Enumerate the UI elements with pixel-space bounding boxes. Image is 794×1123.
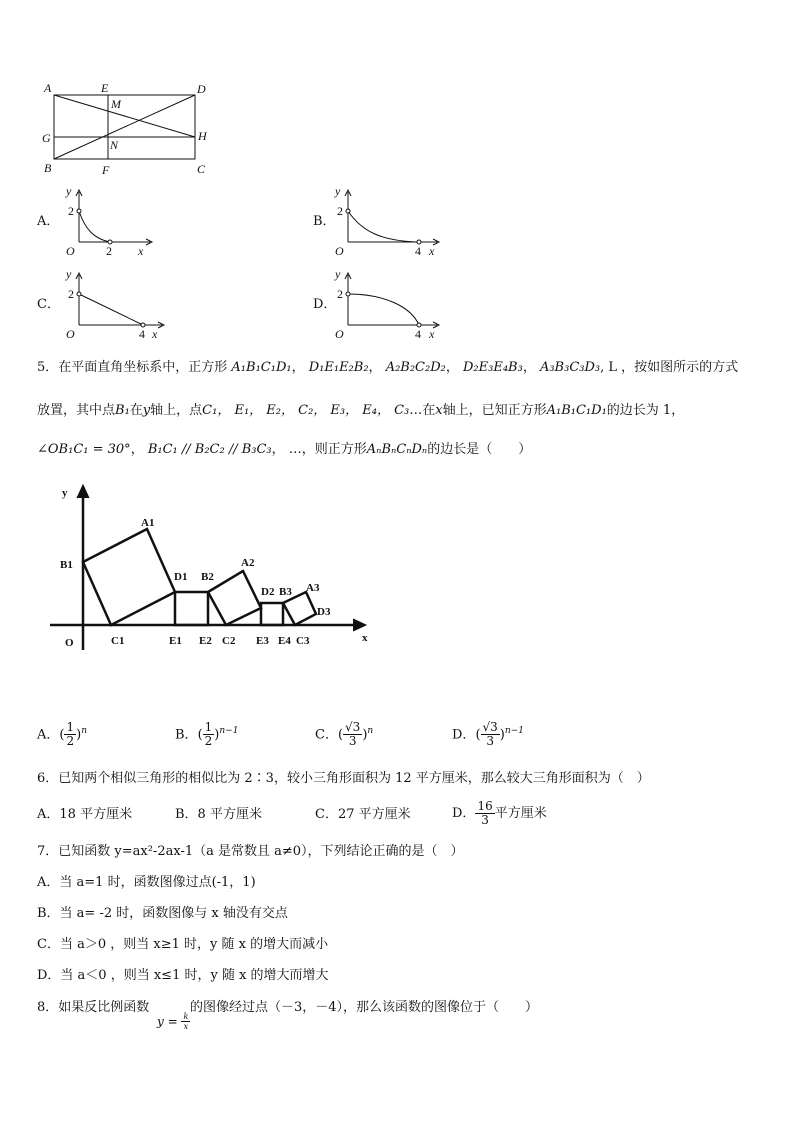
q5-option-b-letter: B． [175, 727, 198, 743]
q5-option-a-letter: A． [37, 727, 60, 743]
label-e3: E3 [256, 635, 269, 647]
label-b2: B2 [201, 571, 214, 583]
q8-prefix: 8．如果反比例函数 [37, 1000, 150, 1015]
q5-line-3: ∠OB₁C₁ = 30°， B₁C₁ // B₂C₂ // B₃C₃， …，则正方形AₙBₙCₙDₙ的边长是（ ） [37, 442, 532, 457]
label-b1: B1 [60, 559, 73, 571]
q6-option-d[interactable] [452, 796, 547, 832]
squares-figure [50, 480, 380, 655]
q5-points: C₁， E₁， E₂， C₂， E₃， E₄， C₃ [202, 403, 410, 418]
numerator: √3 [482, 720, 498, 735]
q5-line2-e: …在 [409, 403, 436, 418]
label-e4: E4 [278, 635, 291, 647]
q6-option-d-fraction [475, 800, 494, 827]
label-d1: D1 [174, 571, 188, 583]
exponent: n−1 [219, 726, 239, 736]
q6-stem: 6．已知两个相似三角形的相似比为 2∶3，较小三角形面积为 12 平方厘米，那么较大三角形面积为（ ） [37, 771, 650, 786]
q5-option-d-fraction [481, 721, 500, 748]
q8-func-y: y = [157, 1014, 178, 1029]
q5-line1-prefix: 5．在平面直角坐标系中，正方形 [37, 360, 228, 375]
q5-line3-c: 的边长是（ ） [427, 442, 532, 457]
x-mark: 4 [415, 244, 421, 258]
label-F: F [102, 163, 110, 177]
option-d-graph[interactable] [327, 267, 447, 342]
label-N: N [110, 138, 119, 152]
q5-line2-g: 的边长为 1， [606, 403, 685, 418]
label-a2: A2 [241, 557, 255, 569]
q5-option-b[interactable]: B．( $\frac{1}{2}$ )$^{n-1}$ [175, 720, 239, 749]
option-a-letter: A． [37, 214, 60, 229]
denominator: 2 [66, 734, 75, 749]
x-axis-label: x [429, 327, 435, 341]
x-axis-label: x [138, 244, 144, 258]
label-G: G [42, 131, 51, 145]
q6-option-d-unit: 平方厘米 [494, 806, 547, 821]
label-d2: D2 [261, 586, 275, 598]
numerator: 1 [66, 720, 75, 735]
q5-angle: ∠OB₁C₁ = 30° [37, 442, 131, 457]
q5-line2-f: 轴上，已知正方形 [442, 403, 547, 418]
exponent: n [367, 726, 374, 736]
label-e2: E2 [199, 635, 212, 647]
x-mark: 4 [139, 327, 145, 341]
label-b3: B3 [279, 586, 292, 598]
q5-line1-suffix: ，按如图所示的方式 [621, 360, 739, 375]
q5-option-d-letter: D． [452, 727, 476, 743]
origin-label: O [66, 327, 75, 341]
q6-option-c[interactable]: C．27 平方厘米 [315, 807, 411, 822]
q5-line2-a: 放置，其中点 [37, 403, 116, 418]
q5-y-var: y [142, 403, 151, 418]
label-C: C [197, 162, 206, 176]
y-axis-label: y [335, 267, 341, 281]
y-axis-label: y [66, 184, 72, 198]
q5-x-var: x [435, 403, 443, 418]
fig-origin-label: O [65, 637, 74, 649]
x-mark: 4 [415, 327, 421, 341]
q7-stem: 7．已知函数 y=ax²-2ax-1（a 是常数且 a≠0），下列结论正确的是（ ） [37, 844, 464, 859]
q6-option-b[interactable]: B．8 平方厘米 [175, 807, 262, 822]
q5-line2-square: A₁B₁C₁D₁ [546, 403, 607, 418]
q8-function [157, 1012, 190, 1031]
origin-label: O [335, 327, 344, 341]
exponent: n [81, 726, 87, 736]
exponent: n−1 [504, 726, 524, 736]
label-A: A [44, 81, 52, 95]
q7-option-c[interactable]: C．当 a＞0 ，则当 x≥1 时，y 随 x 的增大而减小 [37, 937, 329, 952]
option-d-letter: D． [313, 297, 337, 312]
q5-option-c-letter: C． [315, 727, 338, 743]
origin-label: O [66, 244, 75, 258]
origin-label: O [335, 244, 344, 258]
label-B: B [44, 161, 52, 175]
y-mark: 2 [337, 287, 343, 301]
q5-line-2 [37, 403, 684, 419]
label-d3: D3 [317, 606, 331, 618]
q5-option-d[interactable]: D．( $\frac{√3}{3}$ )$^{n-1}$ [452, 720, 524, 749]
q7-option-a[interactable]: A．当 a=1 时，函数图像过点(-1，1) [37, 875, 256, 890]
numerator: √3 [345, 720, 361, 735]
q6-option-a[interactable]: A．18 平方厘米 [37, 807, 133, 822]
label-c3: C3 [296, 635, 310, 647]
q5-line3-square: AₙBₙCₙDₙ [366, 442, 428, 457]
denominator: 3 [481, 813, 489, 827]
rectangle-figure [38, 78, 218, 178]
q5-point-b1: B₁ [115, 403, 130, 418]
label-M: M [111, 97, 121, 111]
label-a1: A1 [141, 517, 155, 529]
numerator: k [183, 1012, 189, 1021]
option-c-graph[interactable] [58, 267, 168, 342]
q5-option-c-fraction [343, 721, 362, 748]
x-mark: 2 [106, 244, 112, 258]
x-axis-label: x [152, 327, 158, 341]
q5-square-4: D₂E₃E₄B₃ [463, 360, 523, 375]
option-b-letter: B． [313, 214, 336, 229]
q6-option-d-letter: D． [452, 806, 476, 821]
option-c-letter: C． [37, 297, 60, 312]
q5-parallel: B₁C₁ // B₂C₂ // B₃C₃ [147, 442, 272, 457]
label-D: D [197, 82, 206, 96]
numerator: 16 [477, 799, 493, 813]
q5-square-1: A₁B₁C₁D₁ [231, 360, 292, 375]
q5-option-a-fraction [64, 721, 76, 748]
fig-y-label: y [62, 487, 68, 499]
option-a-graph[interactable] [58, 184, 158, 259]
q5-line2-c: 在 [129, 403, 143, 418]
fig-x-label: x [362, 632, 368, 644]
q5-square-5: A₃B₃C₃D₃ [539, 360, 601, 375]
denominator: 3 [348, 734, 357, 749]
y-axis-label: y [335, 184, 341, 198]
y-mark: 2 [337, 204, 343, 218]
q5-option-b-fraction [203, 721, 215, 748]
q5-line2-d: 轴上，点 [150, 403, 203, 418]
q5-line3-b: ， …，则正方形 [271, 442, 367, 457]
q5-ellipsis: L [608, 360, 618, 375]
denominator: 3 [486, 734, 494, 749]
y-axis-label: y [66, 267, 72, 281]
q5-square-2: D₁E₁E₂B₂ [308, 360, 369, 375]
label-c1: C1 [111, 635, 125, 647]
q8-suffix: 的图像经过点（－3，－4），那么该函数的图像位于（ ） [190, 1000, 539, 1015]
q5-option-c[interactable]: C．( $\frac{√3}{3}$ )$^n$ [315, 720, 374, 749]
label-e1: E1 [169, 635, 182, 647]
y-mark: 2 [68, 204, 74, 218]
label-H: H [198, 129, 207, 143]
q5-square-3: A₂B₂C₂D₂ [385, 360, 446, 375]
y-mark: 2 [68, 287, 74, 301]
q8-func-fraction [181, 1012, 190, 1031]
x-axis-label: x [429, 244, 435, 258]
label-c2: C2 [222, 635, 236, 647]
option-b-graph[interactable] [327, 184, 447, 259]
numerator: 1 [204, 720, 213, 735]
q7-option-d[interactable]: D．当 a＜0 ，则当 x≤1 时，y 随 x 的增大而增大 [37, 968, 329, 983]
q7-option-b[interactable]: B．当 a= -2 时，函数图像与 x 轴没有交点 [37, 906, 288, 921]
label-E: E [101, 81, 109, 95]
q5-option-a[interactable]: A．( $\frac{1}{2}$ )$^n$ [37, 720, 87, 749]
denominator: 2 [204, 734, 213, 749]
denominator: x [183, 1022, 189, 1031]
q5-line-1: 5．在平面直角坐标系中，正方形 A₁B₁C₁D₁， D₁E₁E₂B₂， A₂B₂C₂D₂， D₂E₃E₄B₃， A₃B₃C₃D₃, L ，按如图所示的方式 [37, 360, 739, 375]
label-a3: A3 [306, 582, 320, 594]
